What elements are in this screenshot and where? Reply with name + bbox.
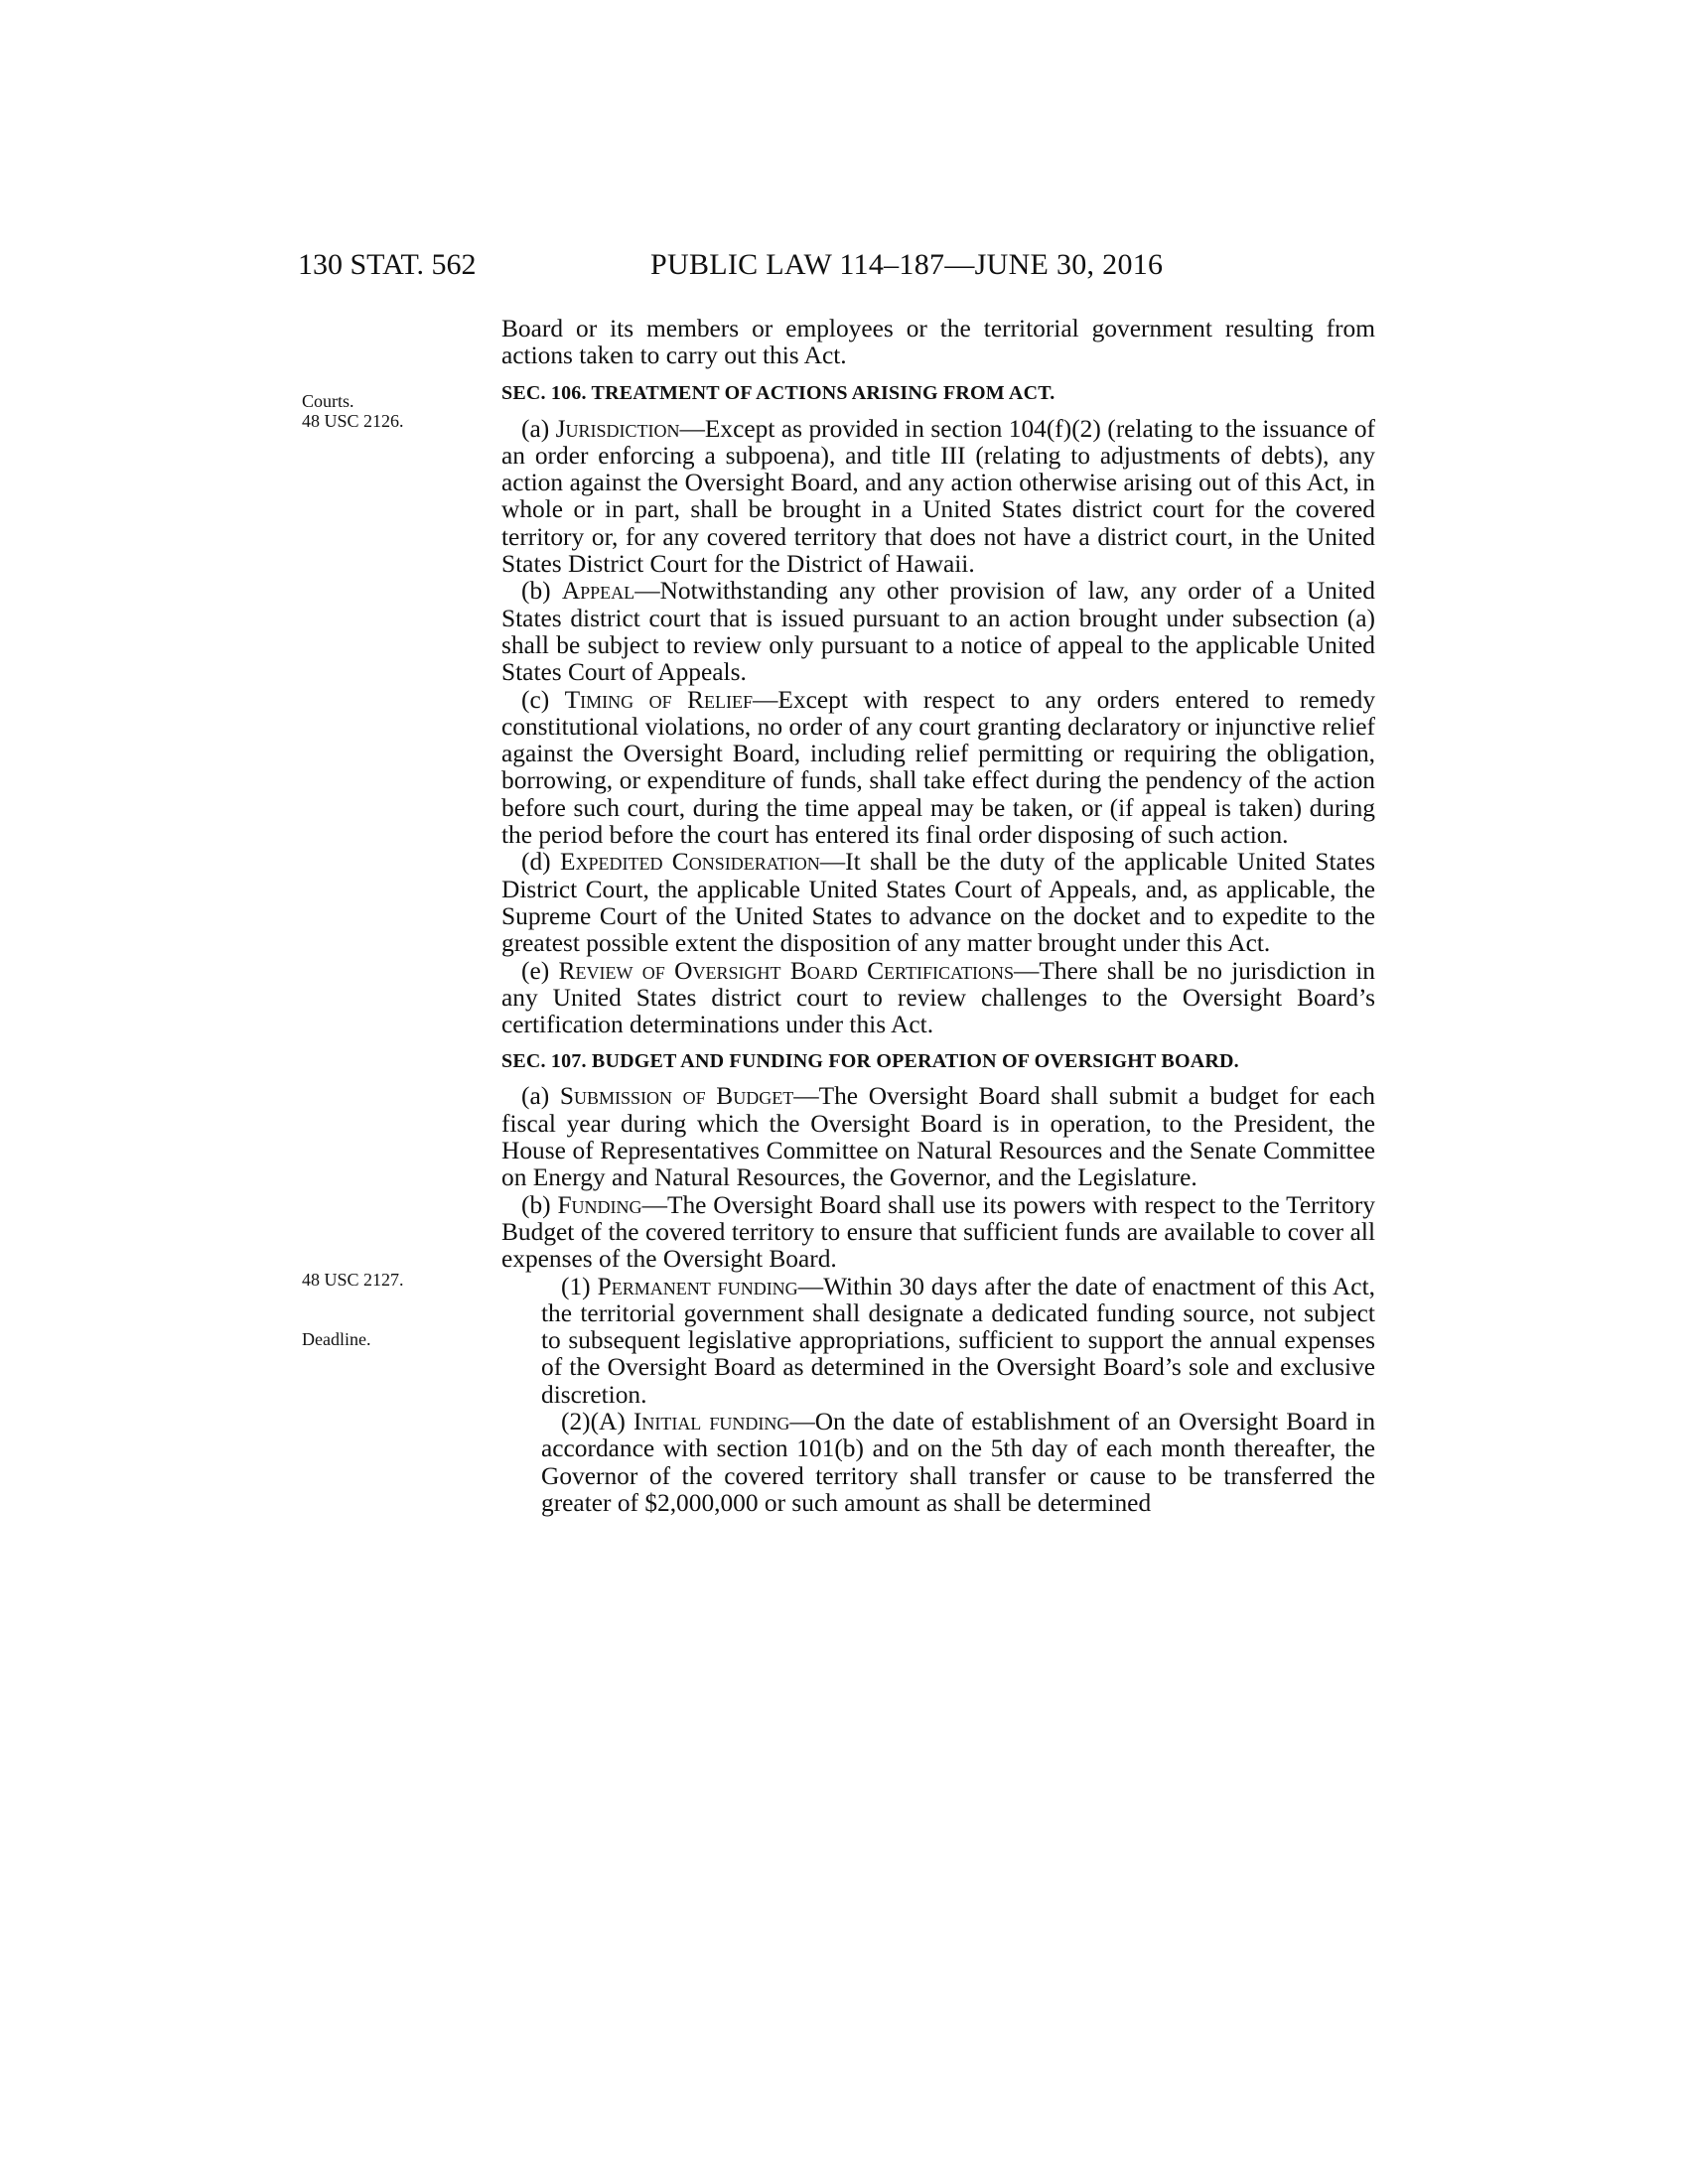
carryover-paragraph: Board or its members or employees or the territorial government resulting from actions taken to carry out this Act. [501,315,1375,370]
margin-note-usc-2127: 48 USC 2127. [302,1270,404,1290]
caption: Permanent funding [597,1272,798,1300]
caption: Review of Oversight Board Certifications [558,956,1014,985]
caption: Appeal [561,577,635,606]
sec106-subsection-d: (d) Expedited Consideration—It shall be the duty of the applicable United States District Court, the applicable United States Court of Appeals, and, as applicable, the Supreme Court of the United States to advance on the docket and to expedite to the greatest possible extent the disposition of any matter brought under this Act. [501,848,1375,958]
sec107-paragraph-b1: (1) Permanent funding—Within 30 days after the date of enactment of this Act, the territorial government shall designate a dedicated funding source, not subject to subsequent legislative appropriations, sufficient to support the annual expenses of the Oversight Board as determined in the Oversight Board’s sole and exclusive discretion. [541,1272,1375,1409]
sec106-subsection-c: (c) Timing of Relief—Except with respect to any orders entered to remedy constitutional violations, no order of any court granting declaratory or injunctive relief against the Oversight Board, including relief permitting or requiring the obligation, borrowing, or expenditure of funds, shall take effect during the pendency of the action before such court, during the time appeal may be taken, or (if appeal is taken) during the period before the court has entered its final order disposing of such action. [501,685,1376,850]
sec107-paragraph-b2A: (2)(A) Initial funding—On the date of establishment of an Oversight Board in accordance with section 101(b) and on the 5th day of each month thereafter, the Governor of the covered territory shall transfer or cause to be transferred the greater of $2,000,000 or such amount as shall be determined [541,1407,1376,1517]
sec106-subsection-a: (a) Jurisdiction—Except as provided in section 104(f)(2) (relating to the issuance of an order enforcing a subpoena), and title III (relating to adjustments of debts), any action against the Oversight Board, and any action otherwise arising out of this Act, in whole or in part, shall be brought in a United States district court for the covered territory or, for any covered territory that does not have a district court, in the United States District Court for the District of Hawaii. [501,414,1376,579]
running-head: PUBLIC LAW 114–187—JUNE 30, 2016 [650,248,1164,281]
sec107-subsection-a: (a) Submission of Budget—The Oversight Board shall submit a budget for each fiscal year during which the Oversight Board is in operation, to the President, the House of Representatives Committee on Natural Resources and the Senate Committee on Energy and Natural Resources, the Governor, and the Legislature. [501,1082,1375,1192]
page-header [0,248,1688,288]
sec106-subsection-e: (e) Review of Oversight Board Certifications—There shall be no jurisdiction in any United States district court to review challenges to the Oversight Board’s certification determinations under this Act. [501,956,1375,1039]
margin-note-deadline: Deadline. [302,1329,371,1349]
sec106-subsection-b: (b) Appeal—Notwithstanding any other provision of law, any order of a United States district court that is issued pursuant to an action brought under subsection (a) shall be subject to review only pursuant to a notice of appeal to the applicable United States Court of Appeals. [501,577,1375,687]
page-number: 130 STAT. 562 [298,248,477,281]
caption: Jurisdiction [555,414,680,443]
margin-note-usc-2126: 48 USC 2126. [302,411,404,431]
caption: Funding [557,1190,642,1219]
caption: Expedited Consideration [559,848,820,877]
section-106-heading: SEC. 106. TREATMENT OF ACTIONS ARISING FROM ACT. [501,381,1055,404]
margin-note-courts: Courts. [302,391,354,411]
sec107-subsection-b: (b) Funding—The Oversight Board shall use its powers with respect to the Territory Budget of the covered territory to ensure that sufficient funds are available to cover all expenses of the Oversight Board. [501,1190,1375,1274]
caption: Timing of Relief [564,685,753,714]
section-107-heading: SEC. 107. BUDGET AND FUNDING FOR OPERATION OF OVERSIGHT BOARD. [501,1050,1239,1073]
statute-text [501,316,1375,1517]
caption: Submission of Budget [559,1082,794,1111]
caption: Initial funding [633,1407,790,1435]
